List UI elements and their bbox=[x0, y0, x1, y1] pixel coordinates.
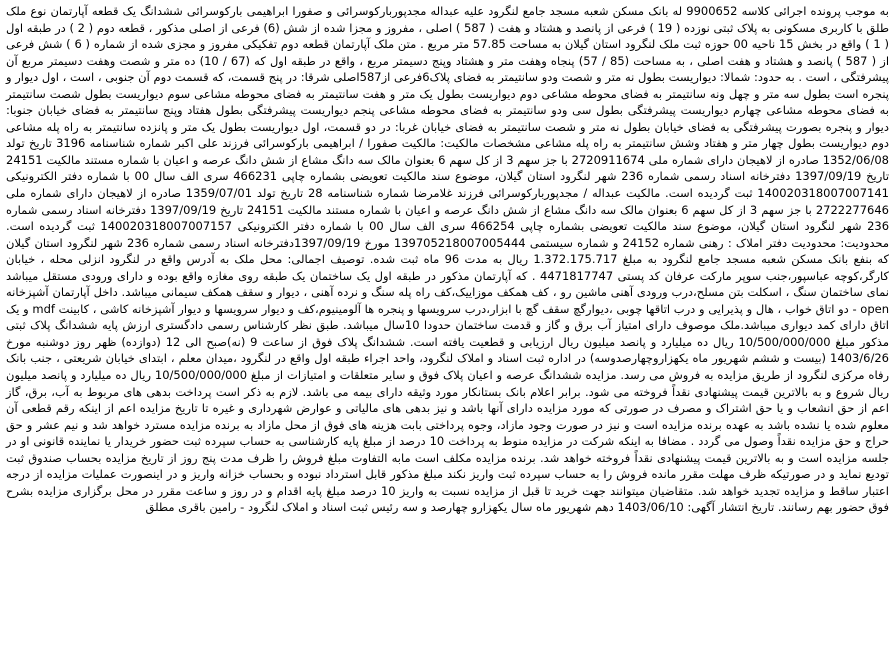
notice-body-text: به موجب پرونده اجرائی کلاسه 9900652 له بانک مسکن شعبه مسجد جامع لنگرود علیه عبداله مجدپوربارکوسرائی و صفورا ابراهیمی بارکوسرائی ششدانگ یک قطعه آپارتمان نوع ملک طلق با کاربری مسکونی به پلاک ثبتی نوزده ( 19 ) فرعی از پانصد و هشتاد و هفت ( 587 ) اصلی ، مفروز و مجزا شده از شش (6) فرعی از اصلی مذکور ، قطعه دوم ( 2 ) در طبقه اول ( 1 ) واقع در بخش 15 ناحیه 00 حوزه ثبت ملک لنگرود استان گیلان به مساحت 57.85 متر مربع . متن ملک آپارتمان قطعه دوم تفکیکی مفروز و مجزی شده از شماره ( 6 ) شش فرعی از ( 587 ) پانصد و هشتاد و هفت اصلی ، به مساحت (85 / 57) پنجاه وهفت متر و هشتاد وپنج دسیمتر مربع ، واقع در طبقه اول که (67 / 10) ده متر و شصت وهفت دسیمتر مربع آن پیشرفتگی ، است . به حدود: شمالا: دیواریست بطول نه متر و شصت ودو سانتیمتر به فضای پلاک6فرعی از587اصلی شرقا: در پنج قسمت، که قسمت دوم آن جنوبی ، است ، اول دیوار و پنجره است بطول سه متر و چهل ونه سانتیمتر به فضای محوطه مشاعی دوم دیواریست بطول یک متر و هفت سانتیمتر به فضای محوطه مشاعی سوم دیواریست بطول شصت سانتیمتر به فضای محوطه مشاعی چهارم دیواریست پیشرفتگی بطول سی ودو سانتیمتر به فضای محوطه مشاعی پنجم دیواریست پیشرفتگی بطول هفتاد وپنج سانتیمتر به فضای خیابان جنوبا: دیوار و پنجره بصورت پیشرفتگی به فضای خیابان بطول نه متر و شصت سانتیمتر به فضای خیابان غربا: در دو قسمت، اول دیواریست بطول یک متر و پانزده سانتیمتر به راه پله مشاعی دوم دیواریست بطول چهار متر و هفتاد وشش سانتیمتر به راه پله مشاعی مشخصات مالکیت: مالکیت صفورا / ابراهیمی بارکوسرائی فرزند علی اکبر شماره شناسنامه 3196 تاریخ تولد 1352/06/08 صادره از لاهیجان دارای شماره ملی 2720911674 با جز سهم 3 از کل سهم 6 بعنوان مالک سه دانگ مشاع از شش دانگ عرصه و اعیان با شماره مستند مالکیت 24151 تاریخ 1397/09/19 دفترخانه اسناد رسمی شماره 236 شهر لنگرود استان گیلان، موضوع سند مالکیت تعویضی بشماره چاپی 466231 سری الف سال 00 با شماره دفتر الکترونیکی 140020318007007141 ثبت گردیده است. مالکیت عبداله / مجدپوربارکوسرائی فرزند غلامرضا شماره شناسنامه 28 تاریخ تولد 1359/07/01 صادره از لاهیجان دارای شماره ملی 2722277646 با جز سهم 3 از کل سهم 6 بعنوان مالک سه دانگ مشاع از شش دانگ عرصه و اعیان با شماره مستند مالکیت 24151 تاریخ 1397/09/19 دفترخانه اسناد رسمی شماره 236 شهر لنگرود استان گیلان، موضوع سند مالکیت تعویضی بشماره چاپی 466254 سری الف سال 00 با شماره دفتر الکترونیکی 140020318007007157 ثبت گردیده است. محدودیت: محدودیت دفتر املاک : رهنی شماره 24152 و شماره سیستمی 139705218007005444 مورخ 1397/09/19دفترخانه اسناد رسمی شماره 236 شهر لنگرود استان گیلان که بنفع بانک مسکن شعبه مسجد جامع لنگرود به مبلغ 1.372.175.717 ریال به مدت 96 ماه ثبت شده. توصیف اجمالی: محل ملک به آدرس واقع در لنگرود انزلی محله ، خیابان کارگر،کوچه عباسپور،جنب سوپر مارکت عرفان کد پستی 4471817747 . که آپارتمان مذکور در طبقه اول یک ساختمان یک طبقه روی مغازه واقع بوده و دارای ورودی مستقل میباشد نمای ساختمان سنگ ، اسکلت بتن مسلح،درب ورودی آهنی ماشین رو ، کف همکف موزاییک،کف راه پله سنگ و نرده آهنی ، دیوار و سقف همکف سیمانی میباشد. داخل آپارتمان آشپزخانه open - دو اتاق خواب ، هال و پذیرایی و درب اتاقها چوبی ،دیوارگچ سقف گچ با ابزار،درب سرویسها و پنجره ها آلومینیوم،کف و دیوار سرویسها و دیوار آشپزخانه کاشی ، کابینت mdf و یک اتاق دارای کمد دیواری میباشد.ملک موصوف دارای امتیاز آب برق و گاز و قدمت ساختمان حدودا 10سال میباشد. طبق نظر کارشناس رسمی دادگستری ارزش پایه ششدانگ پلاک ثبتی مذکور مبلغ 10/500/000/000 ریال ده میلیارد و پانصد میلیون ریال ارزیابی و قطعیت یافته است. ششدانگ پلاک فوق از ساعت 9 (نه)صبح الی 12 (دوازده) ظهر روز دوشنبه مورخ 1403/6/26 (بیست و ششم شهریور ماه یکهزاروچهارصدوسه) در اداره ثبت اسناد و املاک لنگرود، واحد اجراء طبقه اول واقع در لنگرود ،میدان معلم ، ابتدای خیابان شریعتی ، جنب بانک رفاه مرکزی لنگرود از طریق مزایده به فروش می رسد. مزایده ششدانگ عرصه و اعیان پلاک فوق و سایر متعلقات و امتیازات از مبلغ 10/500/000/000 ریال ده میلیارد و پانصد میلیون ریال شروع و به بالاترین قیمت پیشنهادی نقداً فروخته می شود. برابر اعلام بانک بستانکار مورد وثیقه دارای بیمه می باشد. لازم به ذکر است پرداخت بدهی های مربوط به آب، برق، گاز اعم از حق انشعاب و یا حق اشتراک و مصرف در صورتی که مورد مزایده دارای آنها باشد و نیز بدهی های مالیاتی و عوارض شهرداری و غیره تا تاریخ مزایده اعم از اینکه رقم قطعی آن معلوم شده یا نشده باشد به عهده برنده مزایده است و نیز در صورت وجود مازاد، وجوه پرداختی بابت هزینه های فوق از محل مازاد به برنده مزایده مسترد خواهد شد و نیم عشر و حق حراج و حق مزایده نقداً وصول می گردد . مضافا به اینکه شرکت در مزایده منوط به پرداخت 10 درصد از مبلغ پایه کارشناسی به حساب سپرده ثبت حضور خریدار یا نماینده قانونی او در جلسه مزایده است و به بالاترین قیمت پیشنهادی نقداً فروخته خواهد شد. برنده مزایده مکلف است مابه التفاوت مبلغ فروش را ظرف مدت پنج روز از تاریخ مزایده بحساب صندوق ثبت تودیع نماید و در صورتیکه ظرف مهلت مقرر مانده فروش را به حساب سپرده ثبت واریز نکند مبلغ مذکور قابل استرداد نبوده و بحساب خزانه واریز و در اینصورت عملیات مزایده از درجه اعتبار ساقط و مزایده تجدید خواهد شد. متقاضیان میتوانند جهت خرید تا قبل از مزایده نسبت به واریز 10 درصد مبلغ پایه اقدام و در روز و ساعت مقرر در محل برگزاری مزایده بشرح فوق حضور بهم رسانند. تاریخ انتشار آگهی: 1403/06/10 دهم شهریور ماه سال یکهزارو چهارصد و سه رئیس ثبت اسناد و املاک لنگرود - رامین باقری مطلق bbox=[6, 4, 890, 515]
